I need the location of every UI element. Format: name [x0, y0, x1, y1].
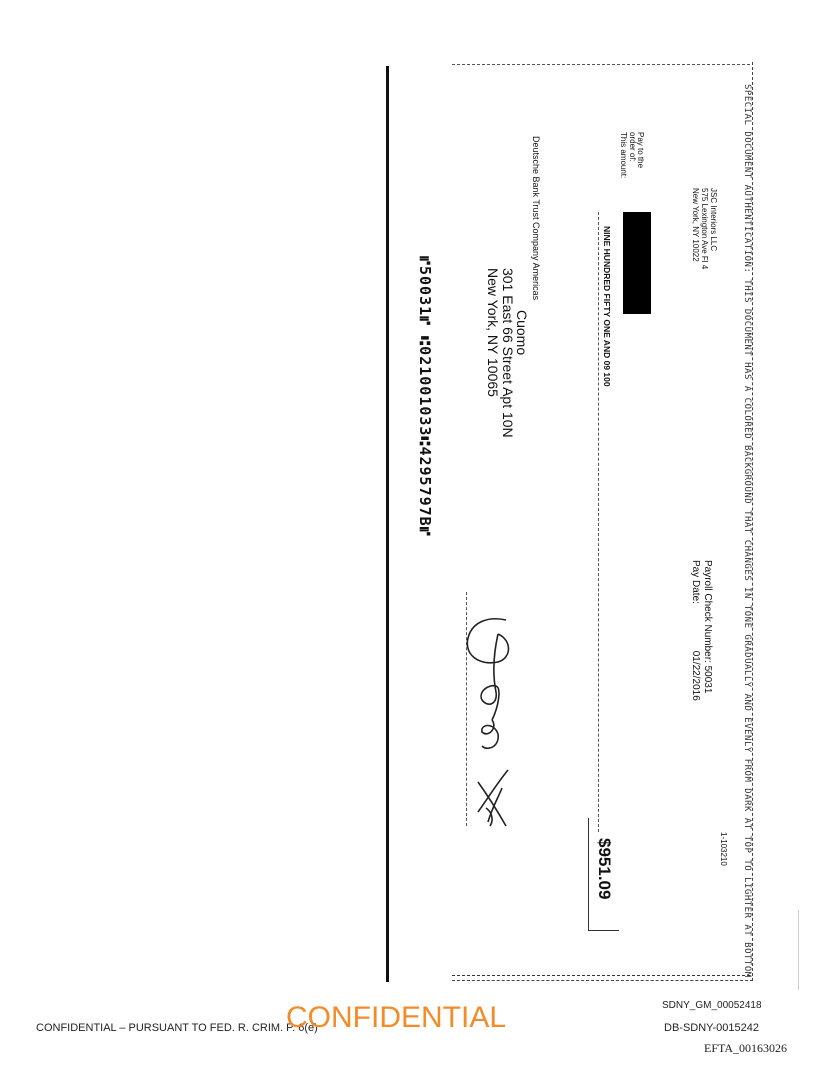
amount-line [598, 212, 599, 832]
payer-address-1: 575 Lexington Ave Fl 4 [700, 188, 709, 270]
pay-date: 01/22/2016 [690, 650, 701, 701]
payee-address-1: 301 East 66 Street Apt 10N [500, 268, 516, 438]
amount-label: This amount: [619, 132, 628, 179]
bank-name: Deutsche Bank Trust Company Americas [531, 136, 541, 301]
pay-to-label-line2: order of: [628, 132, 637, 162]
signature-image [458, 612, 518, 834]
pay-to-label-line1: Pay to the [636, 132, 645, 169]
pay-date-label: Pay Date: [690, 560, 701, 604]
payee-address-2: New York, NY 10065 [485, 268, 501, 397]
separator-line [386, 66, 389, 982]
check-number-row [702, 560, 713, 693]
payer-name: JSC Interiors LLC [709, 188, 718, 252]
scan-edge [798, 910, 799, 990]
redaction-box [623, 212, 651, 314]
routing-fraction: 1-103210 [719, 832, 728, 866]
bates-number-1: SDNY_GM_00052418 [662, 1000, 762, 1011]
payee-name: Cuomo [514, 310, 530, 356]
bates-number-3: EFTA_00163026 [704, 1041, 788, 1055]
check-amount: $951.09 [595, 838, 614, 900]
check-number: 50031 [702, 665, 713, 694]
amount-words: NINE HUNDRED FIFTY ONE AND 09 100 [602, 226, 612, 387]
check-bottom-edge [452, 975, 750, 976]
bates-number-2: DB-SDNY-0015242 [664, 1022, 759, 1034]
check-top-edge [452, 64, 750, 65]
check-number-label: Payroll Check Number: [702, 560, 713, 663]
confidential-stamp: CONFIDENTIAL [286, 1001, 507, 1034]
security-border-text: SPECIAL DOCUMENT AUTHENTICATION: THIS DOCUMENT HAS A COLORED BACKGROUND THAT CHANGES IN TONE GRADUALLY AND EVENLY FROM DARK AT TOP TO LIGHTER AT BOTTOM [742, 84, 752, 978]
payer-address-2: New York, NY 10022 [691, 188, 700, 262]
pay-date-row [690, 560, 701, 701]
micr-line: ⑈50031⑈ ⑆021001033⑆4295797B⑈ [416, 256, 434, 537]
confidential-statement: CONFIDENTIAL – PURSUANT TO FED. R. CRIM. P. 6(e) [36, 1022, 318, 1034]
